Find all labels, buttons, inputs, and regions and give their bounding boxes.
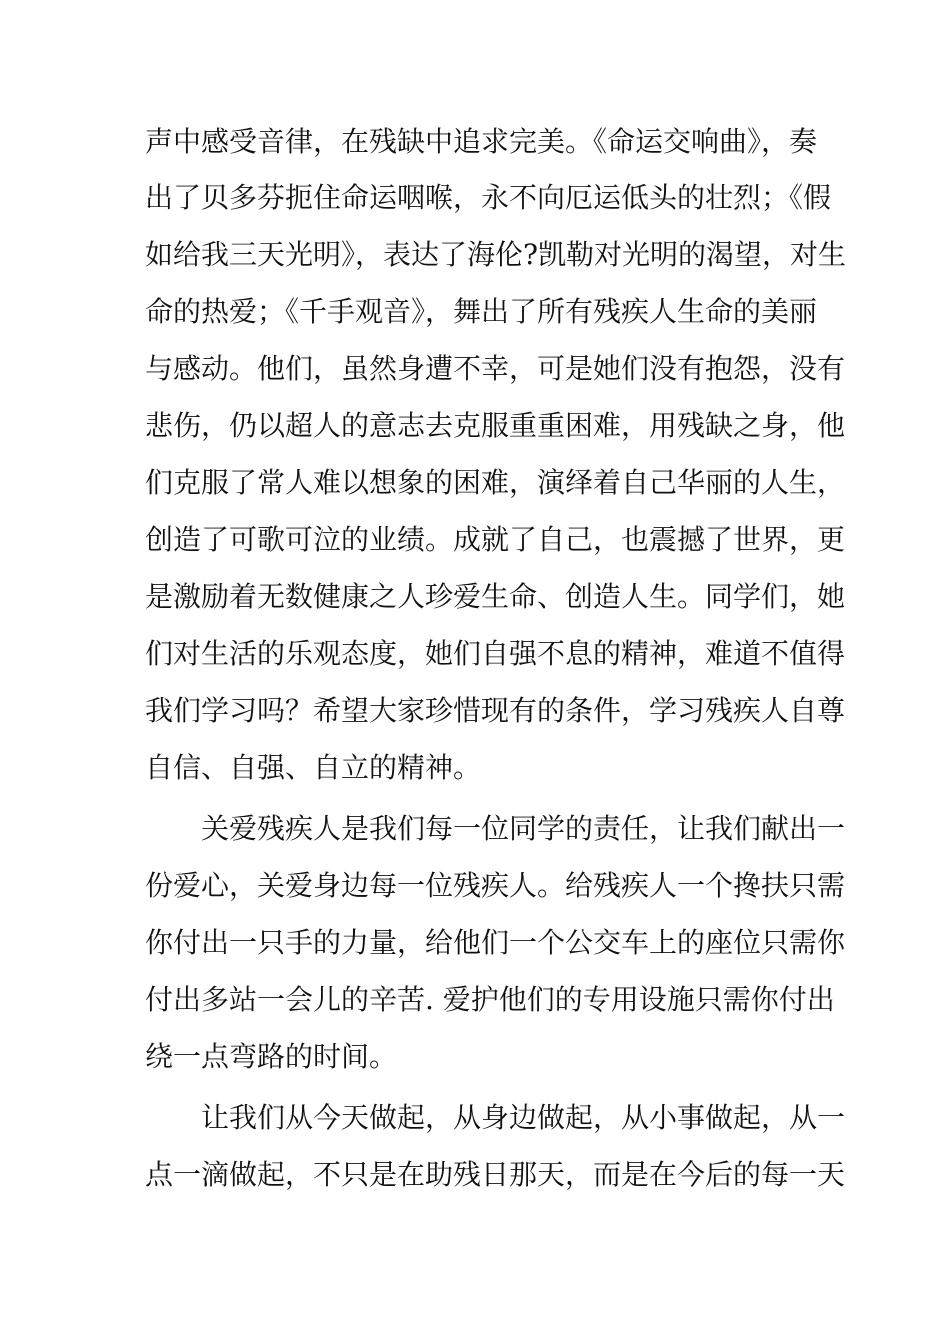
- text-line: 们克服了常人难以想象的困难，演绎着自己华丽的人生，: [145, 466, 846, 499]
- text-line: 悲伤，仍以超人的意志去克服重重困难，用残缺之身，他: [145, 409, 846, 442]
- text-line: 我们学习吗？希望大家珍惜现有的条件，学习残疾人自尊: [145, 694, 846, 727]
- text-line: 出了贝多芬扼住命运咽喉，永不向厄运低头的壮烈；《假: [145, 181, 832, 214]
- text-line: 份爱心，关爱身边每一位残疾人。给残疾人一个搀扶只需: [145, 869, 846, 902]
- paragraph-first-line: 让我们从今天做起，从身边做起，从小事做起，从一: [201, 1101, 846, 1134]
- text-line: 与感动。他们，虽然身遭不幸，可是她们没有抱怨，没有: [145, 352, 846, 385]
- text-line: 绕一点弯路的时间。: [145, 1040, 398, 1073]
- text-line: 是激励着无数健康之人珍爱生命、创造人生。同学们，她: [145, 580, 846, 613]
- text-line: 命的热爱；《千手观音》，舞出了所有残疾人生命的美丽: [145, 295, 818, 328]
- text-line: 创造了可歌可泣的业绩。成就了自己，也震撼了世界，更: [145, 523, 846, 556]
- text-line: 付出多站一会儿的辛苦. 爱护他们的专用设施只需你付出: [145, 983, 835, 1016]
- text-line: 点一滴做起，不只是在助残日那天，而是在今后的每一天: [145, 1158, 846, 1191]
- text-line: 你付出一只手的力量，给他们一个公交车上的座位只需你: [145, 926, 846, 959]
- text-line: 声中感受音律，在残缺中追求完美。《命运交响曲》，奏: [145, 125, 818, 158]
- paragraph-first-line: 关爱残疾人是我们每一位同学的责任，让我们献出一: [201, 812, 846, 845]
- text-line: 如给我三天光明》，表达了海伦?凯勒对光明的渴望，对生: [145, 238, 847, 271]
- text-line: 自信、自强、自立的精神。: [145, 751, 482, 784]
- text-line: 们对生活的乐观态度，她们自强不息的精神，难道不值得: [145, 637, 846, 670]
